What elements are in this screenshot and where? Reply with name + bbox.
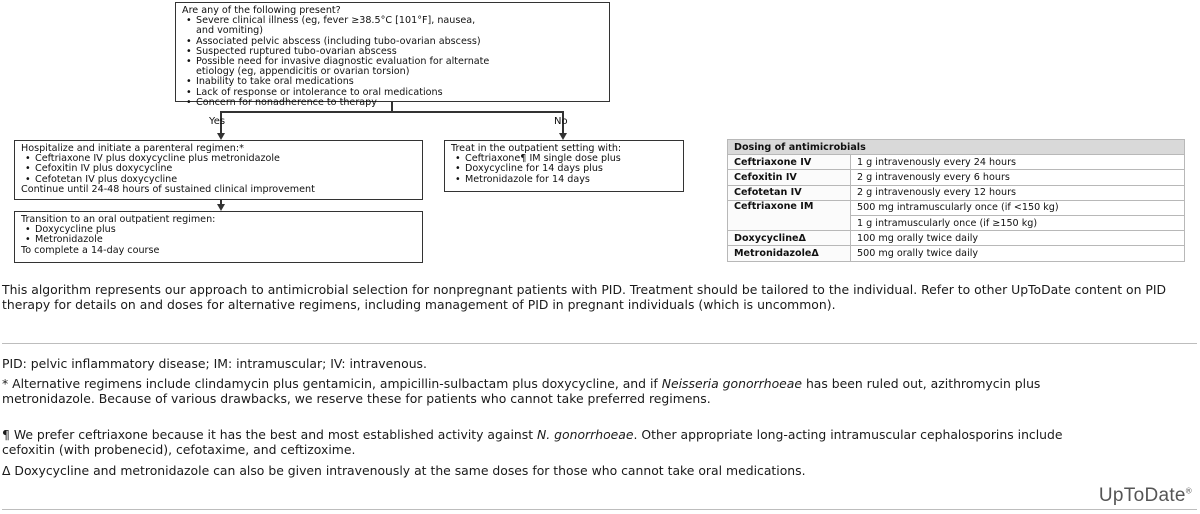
criteria-item: • Severe clinical illness (eg, fever ≥38.5°C [101°F], nausea, and vomiting) [196, 16, 603, 36]
arrow-down [217, 133, 225, 140]
criteria-item: • Possible need for invasive diagnostic evaluation for alternate etiology (eg, appendicitis or ovarian torsion) [196, 57, 603, 77]
question-box [175, 2, 610, 108]
inpatient-footer: Continue until 24-48 hours of sustained clinical improvement [21, 183, 315, 195]
outpatient-heading: Treat in the outpatient setting with: [451, 143, 622, 154]
criteria-item: • Concern for nonadherence to therapy [196, 98, 603, 108]
regimen-item: • Metronidazole for 14 days [465, 175, 677, 185]
regimen-item: • Doxycycline for 14 days plus [465, 164, 677, 174]
outpatient-regimen-list [451, 154, 677, 185]
outpatient-box [444, 140, 684, 192]
drug-cell: Ceftriaxone IM [728, 200, 851, 230]
criteria-list [182, 16, 603, 108]
regimen-item: • Cefotetan IV plus doxycycline [35, 175, 416, 185]
dose-cell: 500 mg orally twice daily [851, 246, 1185, 261]
divider [2, 343, 1197, 344]
regimen-item: • Metronidazole [35, 235, 416, 245]
regimen-item: • Ceftriaxone IV plus doxycycline plus metronidazole [35, 154, 416, 164]
dose-cell: 500 mg intramuscularly once (if <150 kg) [851, 200, 1185, 215]
dose-cell: 1 g intravenously every 24 hours [851, 155, 1185, 170]
drug-cell: DoxycyclineΔ [728, 231, 851, 246]
dose-cell: 2 g intravenously every 6 hours [851, 170, 1185, 185]
inpatient-regimen-list [21, 154, 416, 185]
summary-text: This algorithm represents our approach to antimicrobial selection for nonpregnant patients with PID. Treatment should be tailored to the individual. Refer to other UpToDate content on PID therapy for details on and doses for alternative regimens, including management of PID in pregnant individuals (which is uncommon). [2, 282, 1167, 313]
table-row [728, 185, 1185, 200]
oral-regimen-list [21, 225, 416, 245]
footnote-delta: Δ Doxycycline and metronidazole can also be given intravenously at the same doses for those who cannot take oral medications. [2, 463, 806, 478]
drug-cell: MetronidazoleΔ [728, 246, 851, 261]
dose-cell: 100 mg orally twice daily [851, 231, 1185, 246]
transition-footer: To complete a 14-day course [21, 244, 160, 256]
dose-cell: 2 g intravenously every 12 hours [851, 185, 1185, 200]
drug-cell: Cefotetan IV [728, 185, 851, 200]
transition-box [14, 211, 423, 263]
regimen-item: • Cefoxitin IV plus doxycycline [35, 164, 416, 174]
table-row [728, 170, 1185, 185]
criteria-item: • Lack of response or intolerance to oral medications [196, 88, 603, 98]
footnote-star: * Alternative regimens include clindamycin plus gentamicin, ampicillin-sulbactam plus doxycycline, and if Neisseria gonorrhoeae has been ruled out, azithromycin plus metronidazole. Because of various drawbacks, we reserve these for patients who cannot take preferred regimens. [2, 376, 1041, 407]
arrow-down [217, 204, 225, 211]
footnote-pilcrow: ¶ We prefer ceftriaxone because it has the best and most established activity against N. gonorrhoeae. Other appropriate long-acting intramuscular cephalosporins include cefoxitin (with probenecid), cefotaxime, and ceftizoxime. [2, 427, 1063, 458]
regimen-item: • Ceftriaxone¶ IM single dose plus [465, 154, 677, 164]
criteria-item: • Associated pelvic abscess (including tubo-ovarian abscess) [196, 37, 603, 47]
regimen-item: • Doxycycline plus [35, 225, 416, 235]
question-heading: Are any of the following present? [182, 5, 341, 16]
inpatient-heading: Hospitalize and initiate a parenteral regimen:* [21, 143, 244, 154]
dosing-table [727, 139, 1185, 262]
dosing-table-header: Dosing of antimicrobials [728, 140, 1185, 155]
inpatient-box [14, 140, 423, 200]
criteria-item: • Suspected ruptured tubo-ovarian abscess [196, 47, 603, 57]
table-row [728, 246, 1185, 261]
dosing-table-header-row [728, 140, 1185, 155]
criteria-item: • Inability to take oral medications [196, 77, 603, 87]
abbreviations-text: PID: pelvic inflammatory disease; IM: intramuscular; IV: intravenous. [2, 356, 427, 371]
no-label: No [554, 116, 568, 127]
drug-cell: Ceftriaxone IV [728, 155, 851, 170]
transition-heading: Transition to an oral outpatient regimen: [21, 214, 216, 225]
drug-cell: Cefoxitin IV [728, 170, 851, 185]
table-row [728, 155, 1185, 170]
table-row [728, 231, 1185, 246]
divider [2, 509, 1197, 510]
yes-label: Yes [209, 116, 226, 127]
arrow-down [559, 133, 567, 140]
uptodate-logo: UpToDate® [1098, 485, 1192, 506]
table-row [728, 200, 1185, 215]
dose-cell: 1 g intramuscularly once (if ≥150 kg) [851, 215, 1185, 230]
connector [220, 111, 563, 113]
